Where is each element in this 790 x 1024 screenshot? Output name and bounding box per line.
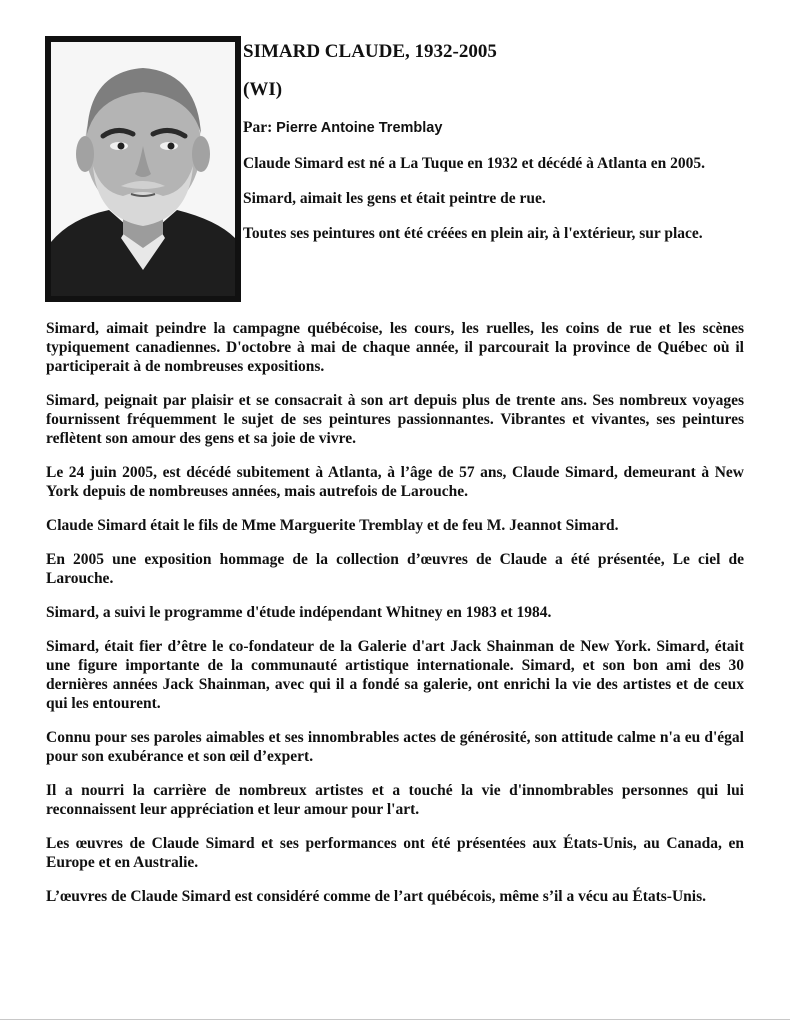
body-paragraph: Les œuvres de Claude Simard et ses performances ont été présentées aux États-Unis, au Canada, en Europe et en Australie. — [46, 835, 744, 871]
intro-paragraph: Toutes ses peintures ont été créées en plein air, à l'extérieur, sur place. — [243, 225, 703, 242]
body-paragraph: Simard, était fier d’être le co-fondateur de la Galerie d'art Jack Shainman de New York. Simard, était une figure importante de la communauté artistique internationale. Simard, et son bon ami des 30 dernières années Jack Shainman, avec qui il a fondé sa galerie, ont enrichi la vie des artistes et de ceux qui les entourent. — [46, 638, 744, 712]
body-paragraph: En 2005 une exposition hommage de la collection d’œuvres de Claude a été présentée, Le ciel de Larouche. — [46, 551, 744, 587]
page-bottom-edge — [0, 1019, 790, 1020]
author-prefix: Par: — [243, 119, 277, 136]
header-block — [243, 40, 748, 243]
body-paragraph: Simard, peignait par plaisir et se consacrait à son art depuis plus de trente ans. Ses nombreux voyages fournissent fréquemment le sujet de ses peintures passionnantes. Vibrantes et vivantes, ses peintures reflètent son amour des gens et sa joie de vivre. — [46, 392, 744, 447]
subtitle-tag: (WI) — [243, 79, 283, 100]
body-paragraph: Simard, a suivi le programme d'étude indépendant Whitney en 1983 et 1984. — [46, 604, 552, 621]
body-paragraph: Simard, aimait peindre la campagne québécoise, les cours, les ruelles, les coins de rue et les scènes typiquement canadiennes. D'octobre à mai de chaque année, il parcourait la province de Québec où il participerait à de nombreuses expositions. — [46, 320, 744, 375]
intro-paragraph: Claude Simard est né a La Tuque en 1932 et décédé à Atlanta en 2005. — [243, 155, 706, 172]
author-name: Pierre Antoine Tremblay — [276, 120, 443, 136]
body-paragraph: Claude Simard était le fils de Mme Marguerite Tremblay et de feu M. Jeannot Simard. — [46, 517, 619, 534]
intro-paragraph: Simard, aimait les gens et était peintre de rue. — [243, 190, 546, 207]
portrait-photo — [45, 36, 241, 302]
body-paragraph: Connu pour ses paroles aimables et ses innombrables actes de générosité, son attitude calme n'a eu d'égal pour son exubérance et son œil d’expert. — [46, 729, 744, 765]
portrait-illustration — [51, 42, 235, 296]
page-title: SIMARD CLAUDE, 1932-2005 — [243, 41, 497, 62]
author-line — [243, 118, 748, 138]
body-text — [46, 319, 744, 921]
body-paragraph: Le 24 juin 2005, est décédé subitement à Atlanta, à l’âge de 57 ans, Claude Simard, demeurant à New York depuis de nombreuses années, mais autrefois de Larouche. — [46, 464, 744, 500]
body-paragraph: Il a nourri la carrière de nombreux artistes et a touché la vie d'innombrables personnes qui lui reconnaissent leur appréciation et leur amour pour l'art. — [46, 782, 744, 818]
body-paragraph: L’œuvres de Claude Simard est considéré comme de l’art québécois, même s’il a vécu au États-Unis. — [46, 888, 706, 905]
